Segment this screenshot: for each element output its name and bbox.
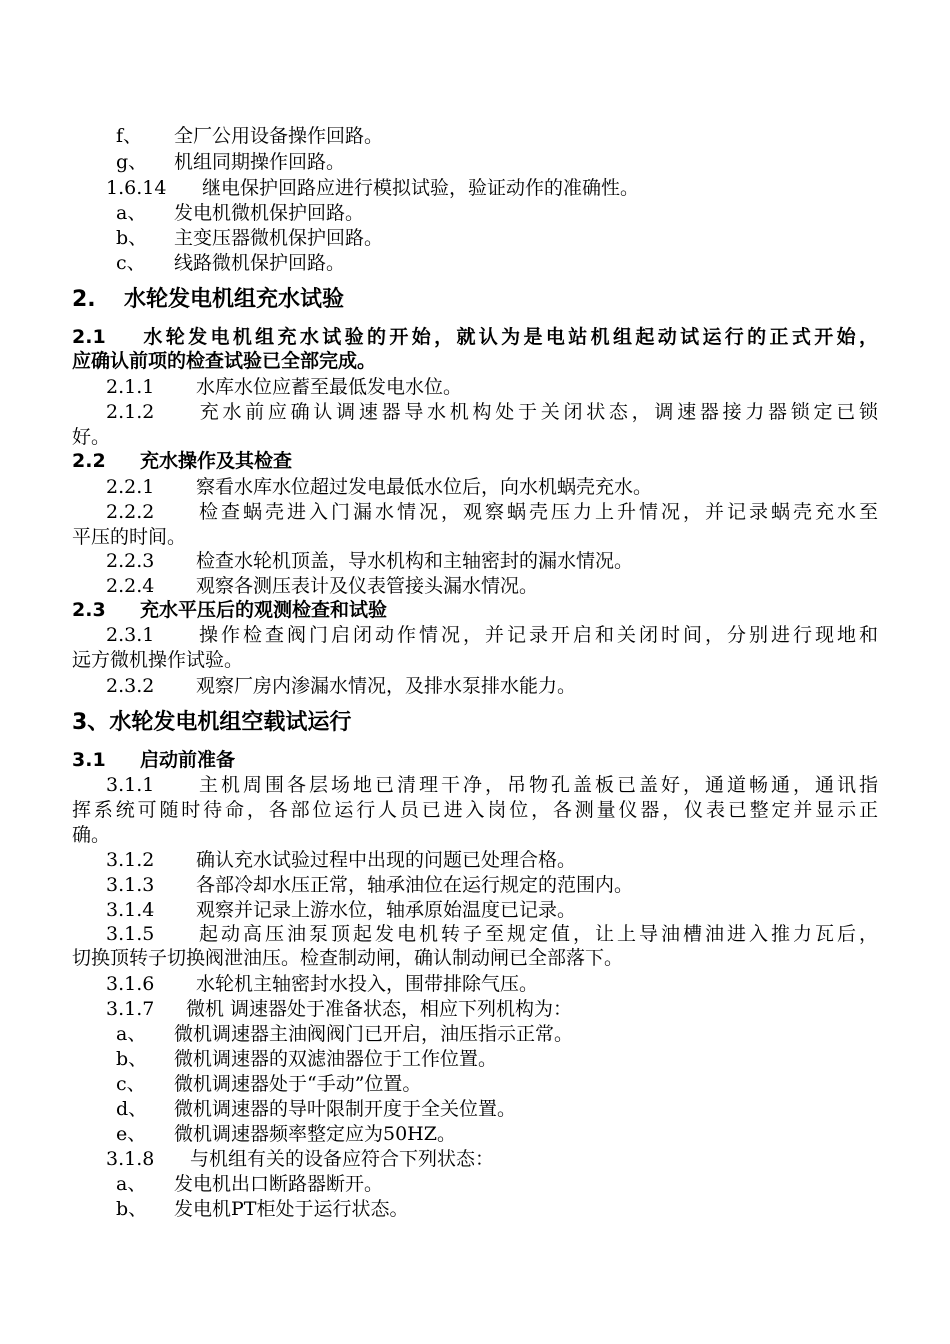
clause-number: 3.1.6 bbox=[106, 973, 155, 995]
clause-text: 水轮机主轴密封水投入，围带排除气压。 bbox=[196, 973, 539, 995]
clause-number: 2.3.1 bbox=[106, 624, 155, 646]
clause-text: 观察厂房内渗漏水情况，及排水泵排水能力。 bbox=[196, 675, 577, 697]
list-item bbox=[72, 150, 878, 174]
clause-text: 主机周围各层场地已清理干净，吊物孔盖板已盖好，通道畅通，通讯指 bbox=[196, 774, 878, 796]
clause bbox=[72, 549, 878, 573]
clause-text: 远方微机操作试验。 bbox=[72, 649, 244, 671]
item-marker: a、 bbox=[116, 202, 147, 224]
clause-text: 与机组有关的设备应符合下列状态： bbox=[190, 1148, 495, 1170]
clause bbox=[72, 773, 878, 797]
section-heading bbox=[72, 286, 878, 314]
subsection-text: 启动前准备 bbox=[140, 749, 236, 771]
clause bbox=[72, 500, 878, 524]
section-number: 2. bbox=[72, 287, 96, 312]
clause-continuation bbox=[72, 946, 878, 970]
list-item bbox=[72, 1072, 878, 1096]
subsection-text: 充水操作及其检查 bbox=[140, 450, 293, 472]
item-marker: b、 bbox=[116, 227, 148, 249]
clause bbox=[72, 972, 878, 996]
clause bbox=[72, 176, 878, 200]
clause-number: 3.1.8 bbox=[106, 1148, 155, 1170]
item-text: 发电机微机保护回路。 bbox=[174, 202, 365, 224]
clause-text: 检查水轮机顶盖，导水机构和主轴密封的漏水情况。 bbox=[196, 550, 634, 572]
clause-text: 充水前应确认调速器导水机构处于关闭状态，调速器接力器锁定已锁 bbox=[196, 401, 878, 423]
clause-continuation bbox=[72, 798, 878, 822]
clause-number: 3.1.1 bbox=[106, 774, 155, 796]
clause-text: 微机 调速器处于准备状态，相应下列机构为： bbox=[186, 998, 573, 1020]
clause-text: 平压的时间。 bbox=[72, 526, 187, 548]
item-marker: c、 bbox=[116, 252, 146, 274]
list-item bbox=[72, 226, 878, 250]
section-title: 水轮发电机组空载试运行 bbox=[109, 710, 352, 735]
clause bbox=[72, 574, 878, 598]
clause-text: 水库水位应蓄至最低发电水位。 bbox=[196, 376, 463, 398]
subsection-number: 3.1 bbox=[72, 749, 106, 771]
list-item bbox=[72, 1047, 878, 1071]
clause-number: 2.2.1 bbox=[106, 476, 155, 498]
list-item bbox=[72, 1097, 878, 1121]
clause-continuation bbox=[72, 425, 878, 449]
clause bbox=[72, 375, 878, 399]
clause-number: 3.1.5 bbox=[106, 923, 155, 945]
list-item bbox=[72, 124, 878, 148]
item-text: 微机调速器处于“手动”位置。 bbox=[174, 1073, 422, 1095]
clause-number: 2.1.2 bbox=[106, 401, 155, 423]
clause-number: 3.1.7 bbox=[106, 998, 155, 1020]
subsection-text: 水轮发电机组充水试验的开始，就认为是电站机组起动试运行的正式开始， bbox=[140, 326, 878, 348]
clause-text: 察看水库水位超过发电最低水位后，向水机蜗壳充水。 bbox=[196, 476, 653, 498]
list-item bbox=[72, 1197, 878, 1221]
item-marker: f、 bbox=[116, 125, 143, 147]
item-text: 全厂公用设备操作回路。 bbox=[174, 125, 384, 147]
subsection-heading bbox=[72, 748, 878, 772]
clause-number: 2.2.3 bbox=[106, 550, 155, 572]
clause-text: 确认充水试验过程中出现的问题已处理合格。 bbox=[196, 849, 577, 871]
section-title: 水轮发电机组充水试验 bbox=[124, 287, 345, 312]
subsection-number: 2.2 bbox=[72, 450, 106, 472]
list-item bbox=[72, 1172, 878, 1196]
section-number: 3、 bbox=[72, 710, 110, 735]
clause-number: 1.6.14 bbox=[106, 177, 167, 199]
clause bbox=[72, 898, 878, 922]
subsection-number: 2.1 bbox=[72, 326, 106, 348]
subsection-heading bbox=[72, 449, 878, 473]
item-text: 发电机出口断路器断开。 bbox=[174, 1173, 384, 1195]
item-marker: b、 bbox=[116, 1198, 148, 1220]
clause-number: 3.1.3 bbox=[106, 874, 155, 896]
item-text: 微机调速器频率整定应为50HZ。 bbox=[174, 1123, 456, 1145]
clause bbox=[72, 623, 878, 647]
clause bbox=[72, 848, 878, 872]
item-marker: d、 bbox=[116, 1098, 148, 1120]
clause-number: 2.3.2 bbox=[106, 675, 155, 697]
list-item bbox=[72, 201, 878, 225]
clause-text: 继电保护回路应进行模拟试验，验证动作的准确性。 bbox=[202, 177, 640, 199]
item-text: 机组同期操作回路。 bbox=[174, 151, 346, 173]
section-heading bbox=[72, 709, 878, 737]
clause-text: 起动高压油泵顶起发电机转子至规定值，让上导油槽油进入推力瓦后， bbox=[196, 923, 878, 945]
subsection-number: 2.3 bbox=[72, 599, 106, 621]
clause-number: 3.1.4 bbox=[106, 899, 155, 921]
clause-text: 挥系统可随时待命，各部位运行人员已进入岗位，各测量仪器，仪表已整定并显示正 bbox=[72, 799, 878, 821]
clause-text: 观察并记录上游水位，轴承原始温度已记录。 bbox=[196, 899, 577, 921]
clause-text: 各部冷却水压正常，轴承油位在运行规定的范围内。 bbox=[196, 874, 634, 896]
item-text: 线路微机保护回路。 bbox=[174, 252, 346, 274]
clause-continuation bbox=[72, 525, 878, 549]
item-marker: c、 bbox=[116, 1073, 146, 1095]
clause bbox=[72, 475, 878, 499]
clause-text: 观察各测压表计及仪表管接头漏水情况。 bbox=[196, 575, 539, 597]
subsection-text: 应确认前项的检查试验已全部完成。 bbox=[72, 350, 377, 372]
clause-text: 切换顶转子切换阀泄油压。检查制动闸，确认制动闸已全部落下。 bbox=[72, 947, 624, 969]
subsection-continuation bbox=[72, 349, 878, 373]
list-item bbox=[72, 1022, 878, 1046]
clause bbox=[72, 997, 878, 1021]
item-marker: b、 bbox=[116, 1048, 148, 1070]
list-item bbox=[72, 1122, 878, 1146]
list-item bbox=[72, 251, 878, 275]
item-text: 主变压器微机保护回路。 bbox=[174, 227, 384, 249]
subsection-heading bbox=[72, 598, 878, 622]
item-text: 微机调速器的导叶限制开度于全关位置。 bbox=[174, 1098, 517, 1120]
clause-text: 好。 bbox=[72, 426, 111, 448]
item-marker: e、 bbox=[116, 1123, 147, 1145]
clause bbox=[72, 873, 878, 897]
subsection-text: 充水平压后的观测检查和试验 bbox=[140, 599, 388, 621]
clause-text: 操作检查阀门启闭动作情况，并记录开启和关闭时间，分别进行现地和 bbox=[196, 624, 878, 646]
clause-continuation bbox=[72, 823, 878, 847]
clause-number: 2.2.2 bbox=[106, 501, 155, 523]
clause-number: 2.2.4 bbox=[106, 575, 155, 597]
clause-number: 3.1.2 bbox=[106, 849, 155, 871]
item-marker: a、 bbox=[116, 1023, 147, 1045]
item-text: 微机调速器主油阀阀门已开启，油压指示正常。 bbox=[174, 1023, 574, 1045]
clause-text: 确。 bbox=[72, 824, 111, 846]
item-marker: g、 bbox=[116, 151, 148, 173]
clause bbox=[72, 674, 878, 698]
clause-continuation bbox=[72, 648, 878, 672]
subsection-heading bbox=[72, 325, 878, 349]
clause-number: 2.1.1 bbox=[106, 376, 155, 398]
item-marker: a、 bbox=[116, 1173, 147, 1195]
clause bbox=[72, 922, 878, 946]
item-text: 发电机PT柜处于运行状态。 bbox=[174, 1198, 409, 1220]
item-text: 微机调速器的双滤油器位于工作位置。 bbox=[174, 1048, 498, 1070]
clause bbox=[72, 1147, 878, 1171]
clause bbox=[72, 400, 878, 424]
clause-text: 检查蜗壳进入门漏水情况，观察蜗壳压力上升情况，并记录蜗壳充水至 bbox=[196, 501, 878, 523]
